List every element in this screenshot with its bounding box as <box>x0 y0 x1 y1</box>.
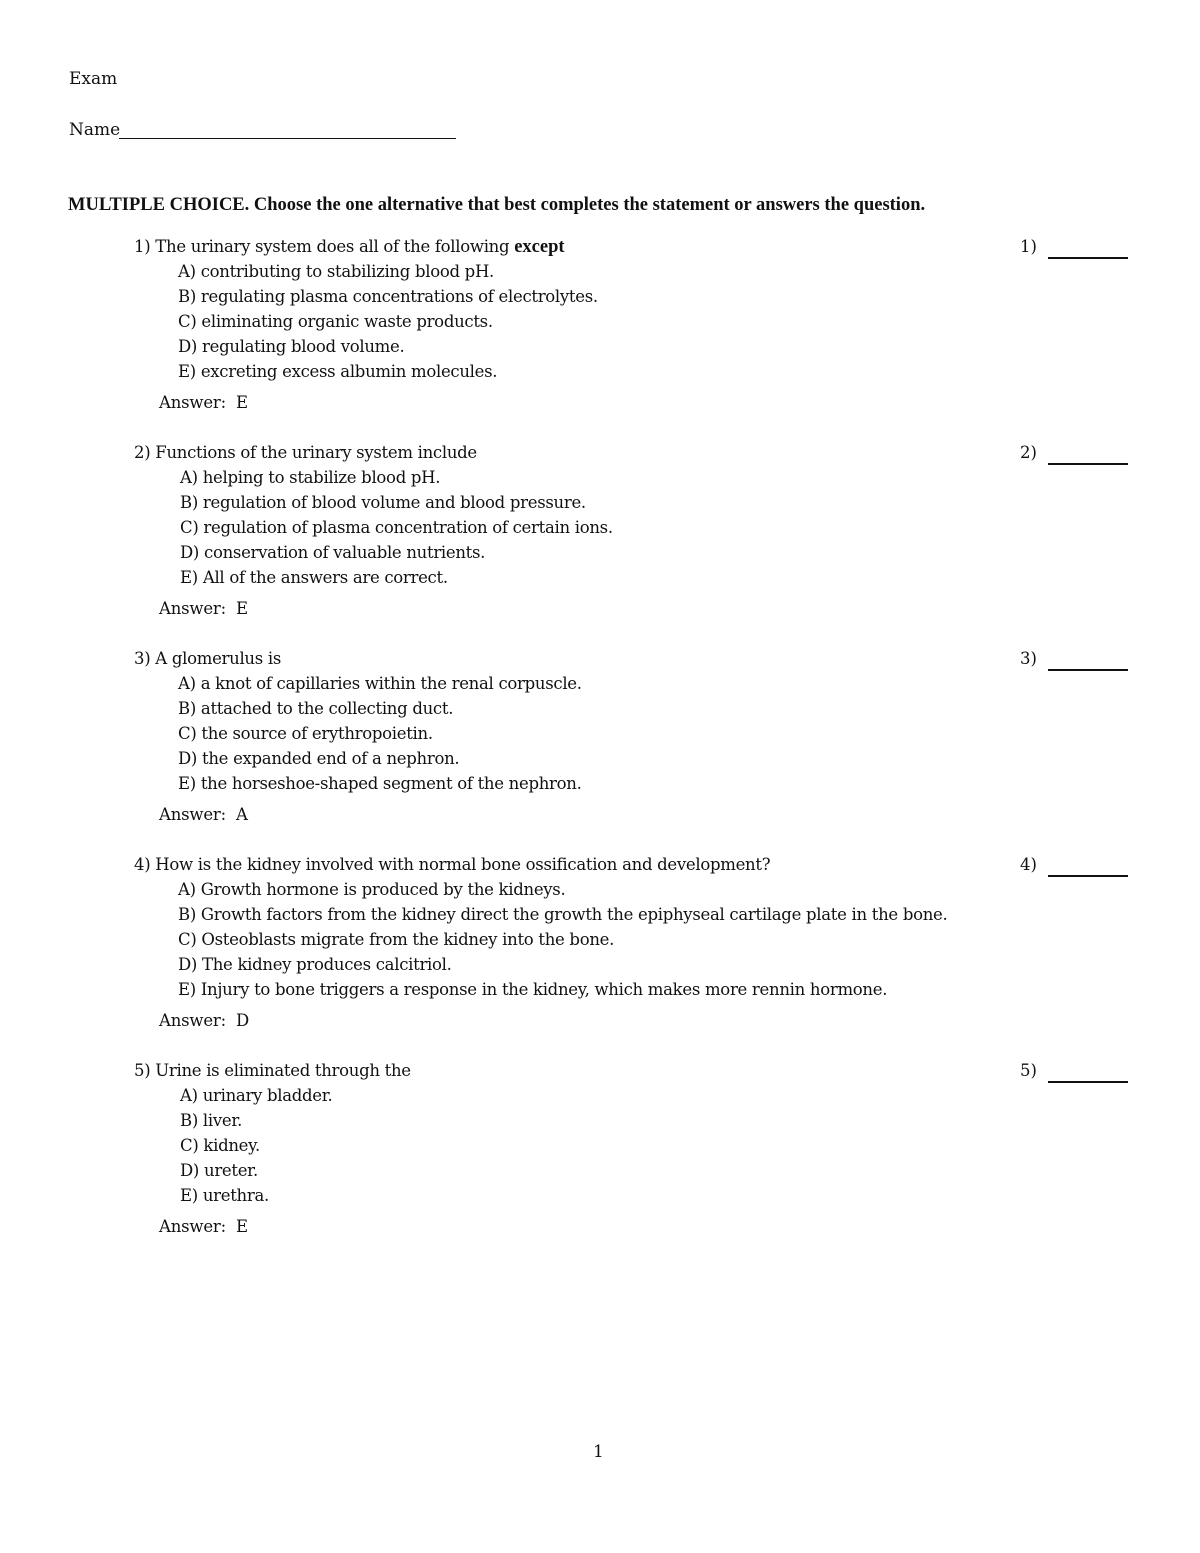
answer-option: C) kidney. <box>180 1136 260 1155</box>
answer-option: E) Injury to bone triggers a response in the kidney, which makes more rennin hormone. <box>178 980 888 999</box>
answer-option: C) the source of erythropoietin. <box>178 724 433 743</box>
answer-blank-number: 1) <box>1020 237 1037 256</box>
answer-blank-line[interactable] <box>1048 669 1128 671</box>
answer-option: B) Growth factors from the kidney direct the growth the epiphyseal cartilage plate in the bone. <box>178 905 948 924</box>
answer-option: C) Osteoblasts migrate from the kidney into the bone. <box>178 930 615 949</box>
answer-key: Answer: E <box>159 1217 248 1236</box>
question-stem <box>134 237 565 258</box>
answer-option: D) conservation of valuable nutrients. <box>180 543 486 562</box>
answer-option: C) eliminating organic waste products. <box>178 312 493 331</box>
answer-blank-line[interactable] <box>1048 1081 1128 1083</box>
answer-option: A) Growth hormone is produced by the kidneys. <box>178 880 566 899</box>
answer-option: E) urethra. <box>180 1186 269 1205</box>
answer-option: B) attached to the collecting duct. <box>178 699 454 718</box>
question-stem-text: A glomerulus is <box>155 649 282 668</box>
question-number: 2) <box>134 443 151 462</box>
answer-key: Answer: A <box>159 805 248 824</box>
question-number: 4) <box>134 855 151 874</box>
name-label: Name <box>69 120 121 140</box>
answer-option: D) The kidney produces calcitriol. <box>178 955 452 974</box>
answer-option: B) regulating plasma concentrations of electrolytes. <box>178 287 598 306</box>
answer-key: Answer: D <box>159 1011 250 1030</box>
answer-blank-number: 3) <box>1020 649 1037 668</box>
question-stem <box>134 443 477 462</box>
name-field-line[interactable] <box>119 138 456 139</box>
answer-blank-number: 5) <box>1020 1061 1037 1080</box>
answer-option: A) urinary bladder. <box>180 1086 333 1105</box>
answer-key: Answer: E <box>159 393 248 412</box>
question-stem <box>134 1061 411 1080</box>
answer-option: C) regulation of plasma concentration of certain ions. <box>180 518 613 537</box>
answer-option: E) the horseshoe-shaped segment of the nephron. <box>178 774 582 793</box>
answer-blank-number: 2) <box>1020 443 1037 462</box>
question-stem-text: How is the kidney involved with normal bone ossification and development? <box>155 855 771 874</box>
exam-title: Exam <box>69 69 118 89</box>
answer-option: D) ureter. <box>180 1161 258 1180</box>
question-stem-text: Urine is eliminated through the <box>155 1061 411 1080</box>
question-number: 5) <box>134 1061 151 1080</box>
answer-option: B) liver. <box>180 1111 243 1130</box>
answer-option: A) a knot of capillaries within the renal corpuscle. <box>178 674 582 693</box>
answer-option: A) contributing to stabilizing blood pH. <box>178 262 494 281</box>
answer-blank-line[interactable] <box>1048 257 1128 259</box>
answer-blank-number: 4) <box>1020 855 1037 874</box>
question-stem-text: The urinary system does all of the following <box>155 237 515 256</box>
question-stem <box>134 855 770 874</box>
section-instructions: MULTIPLE CHOICE. Choose the one alternative that best completes the statement or answers the question. <box>68 195 926 215</box>
question-stem-text: Functions of the urinary system include <box>155 443 477 462</box>
answer-blank-line[interactable] <box>1048 463 1128 465</box>
answer-key: Answer: E <box>159 599 248 618</box>
answer-option: D) the expanded end of a nephron. <box>178 749 460 768</box>
answer-option: A) helping to stabilize blood pH. <box>180 468 441 487</box>
answer-blank-line[interactable] <box>1048 875 1128 877</box>
page-number: 1 <box>593 1442 604 1462</box>
question-stem <box>134 649 281 668</box>
answer-option: B) regulation of blood volume and blood pressure. <box>180 493 586 512</box>
answer-option: D) regulating blood volume. <box>178 337 405 356</box>
question-number: 3) <box>134 649 151 668</box>
answer-option: E) excreting excess albumin molecules. <box>178 362 498 381</box>
question-stem-emphasis: except <box>514 237 565 257</box>
question-number: 1) <box>134 237 151 256</box>
answer-option: E) All of the answers are correct. <box>180 568 448 587</box>
